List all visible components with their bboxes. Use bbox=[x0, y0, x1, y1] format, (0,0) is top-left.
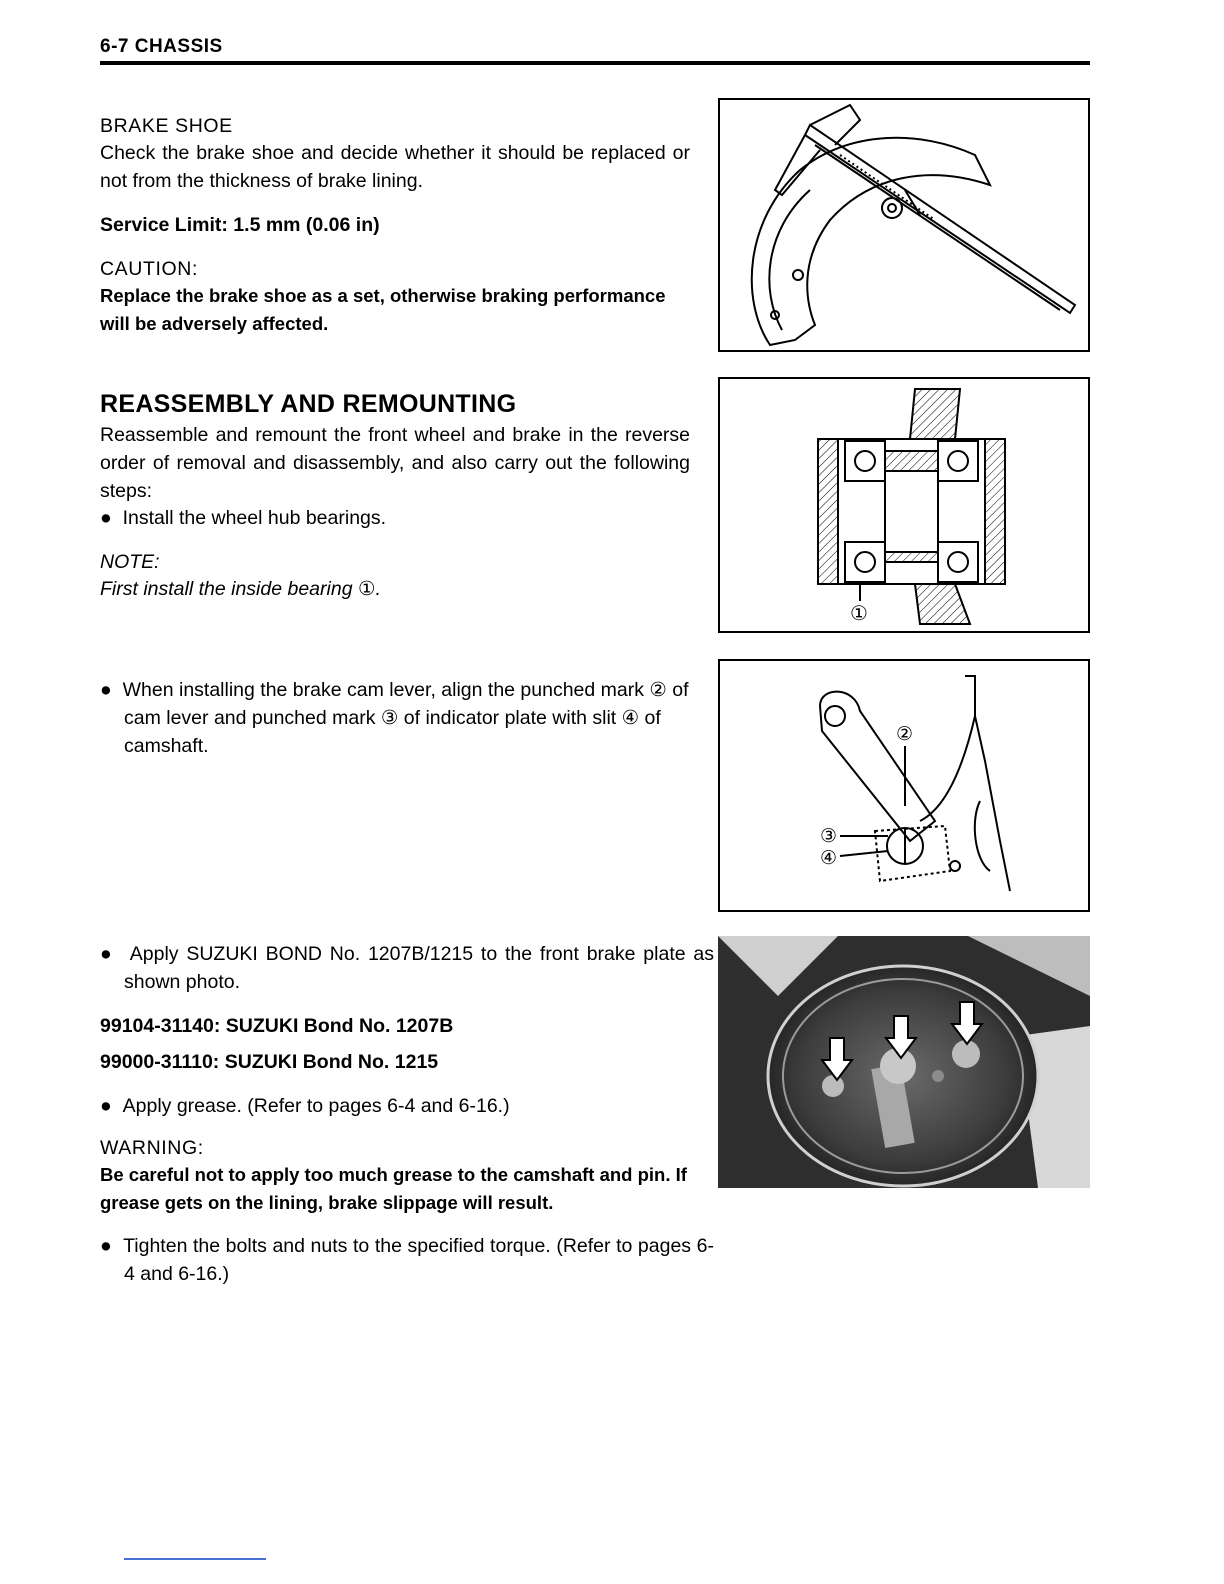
bullet-icon: ● bbox=[100, 679, 123, 701]
note-text: First install the inside bearing ①. bbox=[100, 578, 381, 600]
brake-plate-photo bbox=[718, 936, 1090, 1188]
bearing-illustration bbox=[720, 379, 1088, 631]
note-label: NOTE: bbox=[100, 551, 160, 573]
caution-label: CAUTION: bbox=[100, 258, 198, 280]
figure-cam-lever bbox=[718, 659, 1090, 912]
bullet-bearings-text: Install the wheel hub bearings. bbox=[122, 507, 387, 529]
callout-punch-mark-3: ③ bbox=[820, 825, 838, 847]
part-number-1215: 99000-31110: SUZUKI Bond No. 1215 bbox=[100, 1051, 439, 1073]
page-header: 6-7 CHASSIS bbox=[100, 36, 223, 57]
reassembly-intro: Reassemble and remount the front wheel and brake in the reverse order of removal and disassembly, and also carry out the following steps: bbox=[100, 424, 690, 502]
caution-text: Replace the brake shoe as a set, otherwise braking performance will be adversely affected. bbox=[100, 285, 666, 334]
figure-hub-bearings bbox=[718, 377, 1090, 633]
bullet-bond-text: Apply SUZUKI BOND No. 1207B/1215 to the front brake plate as shown photo. bbox=[124, 943, 714, 993]
figure-brake-shoe-caliper bbox=[718, 98, 1090, 352]
warning-text: Be careful not to apply too much grease to the camshaft and pin. If grease gets on the lining, brake slippage will result. bbox=[100, 1164, 687, 1213]
bullet-torque bbox=[100, 1232, 714, 1288]
callout-bearing-1: ① bbox=[850, 601, 868, 625]
callout-slit-4: ④ bbox=[820, 847, 838, 869]
bullet-icon: ● bbox=[100, 507, 123, 529]
brake-shoe-body: Check the brake shoe and decide whether it should be replaced or not from the thickness of brake lining. bbox=[100, 142, 690, 192]
caliper-illustration bbox=[720, 100, 1088, 350]
bullet-torque-text: Tighten the bolts and nuts to the specified torque. (Refer to pages 6-4 and 6-16.) bbox=[123, 1235, 714, 1285]
header-rule bbox=[100, 61, 1090, 65]
bullet-bearings bbox=[100, 504, 714, 532]
cam-lever-illustration bbox=[720, 661, 1088, 910]
bullet-icon: ● bbox=[100, 1235, 124, 1257]
part-number-1207b: 99104-31140: SUZUKI Bond No. 1207B bbox=[100, 1015, 454, 1037]
footer-rule bbox=[124, 1558, 266, 1560]
bullet-icon: ● bbox=[100, 1095, 123, 1117]
brake-shoe-heading: BRAKE SHOE bbox=[100, 115, 233, 137]
bullet-icon: ● bbox=[100, 943, 130, 965]
bullet-cam-lever-text: When installing the brake cam lever, align the punched mark ② of cam lever and punched mark ③ of indicator plate with slit ④ of camshaft. bbox=[122, 679, 689, 757]
warning-label: WARNING: bbox=[100, 1137, 204, 1159]
reassembly-heading: REASSEMBLY AND REMOUNTING bbox=[100, 390, 517, 418]
down-arrow-icon bbox=[950, 1000, 984, 1046]
callout-punch-mark-2: ② bbox=[896, 723, 914, 745]
photo-brake-plate bbox=[718, 936, 1090, 1188]
service-limit: Service Limit: 1.5 mm (0.06 in) bbox=[100, 214, 380, 236]
bullet-cam-lever bbox=[100, 676, 714, 760]
bullet-grease-text: Apply grease. (Refer to pages 6-4 and 6-16.) bbox=[122, 1095, 510, 1117]
bullet-grease bbox=[100, 1092, 714, 1120]
down-arrow-icon bbox=[884, 1014, 918, 1060]
bullet-bond bbox=[100, 940, 714, 996]
down-arrow-icon bbox=[820, 1036, 854, 1082]
